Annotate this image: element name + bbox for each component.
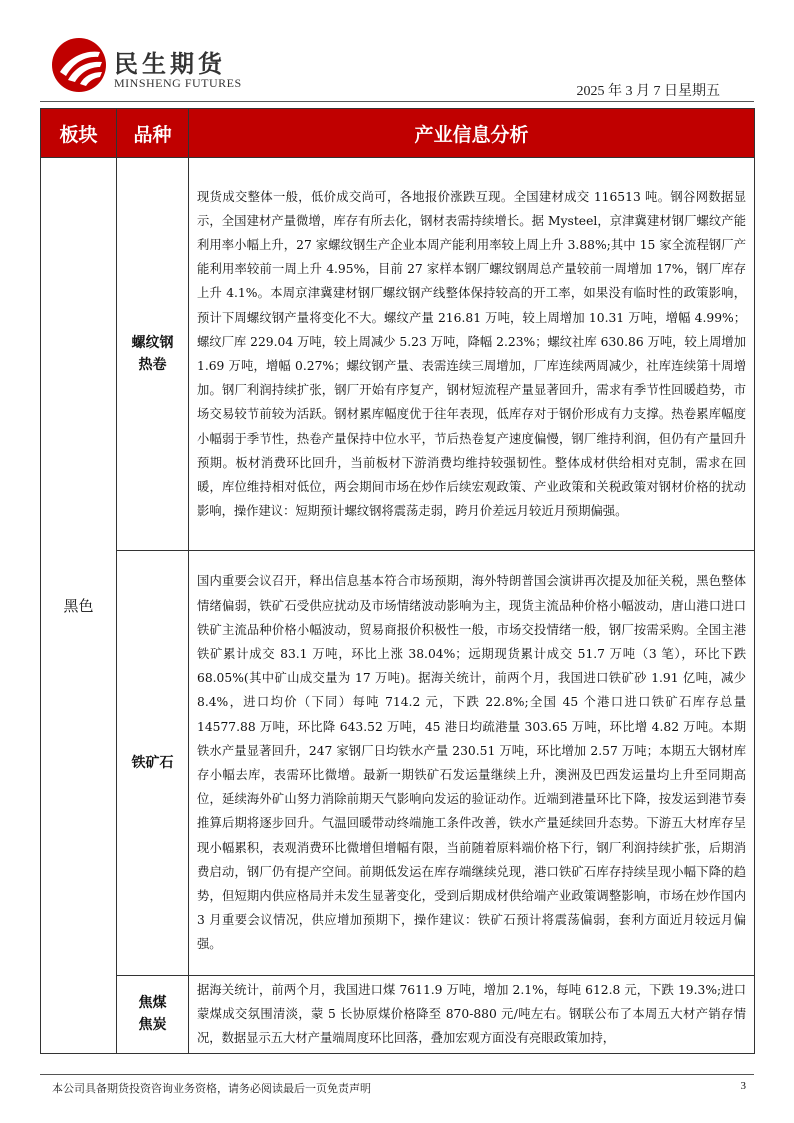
col-header-variety: 品种 [117,109,189,158]
footer-disclaimer: 本公司具备期货投资咨询业务资格，请务必阅读最后一页免责声明 [52,1082,371,1095]
variety-cell-iron-ore [117,551,189,976]
analysis-cell-rebar: 现货成交整体一般，低价成交尚可，各地报价涨跌互现。全国建材成交 116513 吨。钢谷网数据显示，全国建材产量微增，库存有所去化，钢材表需持续增长。据 Mysteel，京津冀建材钢厂螺纹产能利用率小幅上升，27 家螺纹钢生产企业本周产能利用率较上周上升 3.88%;其中 15 家全流程钢厂产能利用率较前一周上升 4.95%，目前 27 家样本钢厂螺纹钢周总产量较前一周增加 17%，钢厂库存上升 4.1%。本周京津冀建材钢厂螺纹钢产线整体保持较高的开工率，如果没有临时性的政策影响，预计下周螺纹钢产量将变化不大。螺纹产量 216.81 万吨，较上周增加 10.31 万吨，增幅 4.99%；螺纹厂库 229.04 万吨，较上周减少 5.23 万吨，降幅 2.23%；螺纹社库 630.86 万吨，较上周增加 1.69 万吨，增幅 0.27%；螺纹钢产量、表需连续三周增加，厂库连续两周减少，社库连续第十周增加。钢厂利润持续扩张，钢厂开始有序复产，钢材短流程产量显著回升，需求有季节性回暖趋势，市场交易较节前较为活跃。钢材累库幅度优于往年表现，低库存对于钢价形成有力支撑。热卷累库幅度小幅弱于季节性，热卷产量保持中位水平，节后热卷复产速度偏慢，钢厂维持利润，但仍有产量回升预期。板材消费环比回升，当前板材下游消费均维持较强韧性。整体成材供给相对克制，需求在回暖，库位维持相对低位，两会期间市场在炒作后续宏观政策、产业政策和关税政策对钢材价格的扰动影响，操作建议：短期预计螺纹钢将震荡走弱，跨月价差远月较近月预期偏强。 [189,158,755,551]
variety-label: 焦煤 [138,995,167,1012]
minsheng-logo-icon [50,36,108,94]
variety-label: 热卷 [138,357,167,373]
variety-label: 铁矿石 [131,755,174,771]
company-name-en: MINSHENG FUTURES [114,76,242,90]
sector-cell: 黑色 [41,158,117,1054]
table-header-row [41,109,755,158]
variety-cell-rebar [117,158,189,551]
variety-label: 螺纹钢 [131,335,174,351]
analysis-cell-iron-ore: 国内重要会议召开，释出信息基本符合市场预期，海外特朗普国会演讲再次提及加征关税，黑色整体情绪偏弱，铁矿石受供应扰动及市场情绪波动影响为主，现货主流品种价格小幅波动，唐山港口进口铁矿主流品种价格小幅波动，贸易商报价积极性一般，市场交投情绪一般，钢厂按需采购。全国主港铁矿累计成交 83.1 万吨，环比上涨 38.04%；远期现货累计成交 51.7 万吨（3 笔），环比下跌 68.05%(其中矿山成交量为 17 万吨)。据海关统计，前两个月，我国进口铁矿砂 1.91 亿吨，减少 8.4%，进口均价（下同）每吨 714.2 元，下跌 22.8%;全国 45 个港口进口铁矿石库存总量 14577.88 万吨，环比降 643.52 万吨，45 港日均疏港量 303.65 万吨，环比增 4.82 万吨。本期铁水产量显著回升，247 家钢厂日均铁水产量 230.51 万吨，环比增加 2.57 万吨；本期五大钢材库存小幅去库，表需环比微增。最新一期铁矿石发运量继续上升，澳洲及巴西发运量均上升至同期高位，延续海外矿山努力消除前期天气影响向发运的验证动作。近端到港量环比下降，按发运到港节奏推算后期将逐步回升。气温回暖带动终端施工条件改善，铁水产量延续回升态势。下游五大材库存呈现小幅累积，表观消费环比微增但增幅有限，当前随着原料端价格下行，钢厂利润持续扩张，后期消费启动，钢厂仍有提产空间。前期低发运在库存端继续兑现，港口铁矿石库存持续呈现小幅下降的趋势，但短期内供应格局并未发生显著变化，受到后期成材供给端产业政策调整影响，市场在炒作国内 3 月重要会议情况，供应增加预期下，操作建议：铁矿石预计将震荡偏弱，套利方面近月较远月偏强。 [189,551,755,976]
header-divider [40,101,754,102]
col-header-sector: 板块 [41,109,117,158]
page-header [0,0,794,110]
page-number: 3 [740,1080,746,1092]
table-row [41,551,755,976]
col-header-analysis: 产业信息分析 [189,109,755,158]
variety-cell-coking-coal [117,976,189,1054]
company-name-cn: 民生期货 [114,50,226,78]
table-row [41,976,755,1054]
analysis-cell-coking-coal: 据海关统计，前两个月，我国进口煤 7611.9 万吨，增加 2.1%，每吨 612.8 元，下跌 19.3%;进口蒙煤成交氛围清淡，蒙 5 长协原煤价格降至 870-880 元/吨左右。钢联公布了本周五大材产销存情况，数据显示五大材产量端周度环比回落，叠加宏观方面没有亮眼政策加持， [189,976,755,1054]
table-row [41,158,755,551]
variety-label: 焦炭 [138,1017,167,1034]
industry-analysis-table [40,108,755,1054]
footer-divider [40,1074,754,1075]
report-date: 2025 年 3 月 7 日星期五 [576,84,720,99]
